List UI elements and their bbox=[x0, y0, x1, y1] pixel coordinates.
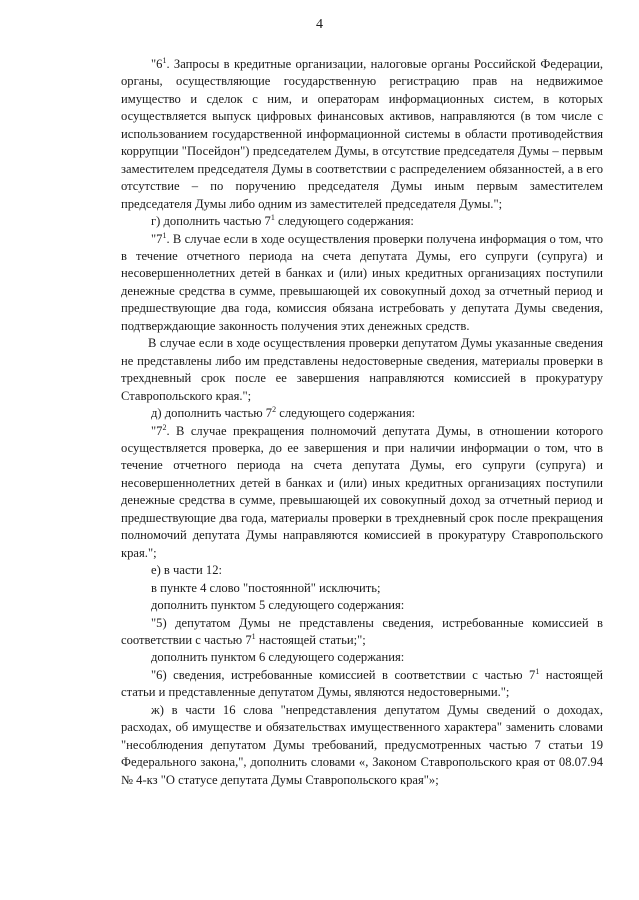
paragraph-add-point-5: дополнить пунктом 5 следующего содержания: bbox=[151, 598, 405, 613]
paragraph-add-point-6: дополнить пунктом 6 следующего содержания: bbox=[151, 650, 405, 665]
paragraph-point-5-text: "5) депутатом Думы не представлены сведения, истребованные комиссией в соответствии с частью $7^1$ настоящей статьи;"; bbox=[121, 615, 603, 647]
paragraph-item-e: е) в части 12: bbox=[151, 563, 223, 578]
paragraph-item-g: г) дополнить частью $7^1$ следующего содержания: bbox=[151, 213, 414, 229]
paragraph-article-7-1-part-2: В случае если в ходе осуществления проверки депутатом Думы указанные сведения не представлены либо им представлены недостоверные сведения, материалы проверки в трехдневный срок после ее завершения направляются комиссией в прокуратуру Ставропольского края."; bbox=[121, 336, 603, 403]
paragraph-item-d: д) дополнить частью $7^2$ следующего содержания: bbox=[151, 405, 416, 421]
paragraph-item-zh: ж) в части 16 слова "непредставления депутатом Думы сведений о доходах, расходах, об имуществе и обязательствах имущественного характера" заменить словами "несоблюдения депутатом Думы требований, предусмотренных частью 7 статьи 19 Федерального закона,", дополнить словами «, Законом Ставропольского края от 08.07.94 № 4-кз "О статусе депутата Думы Ставропольского края"»; bbox=[121, 702, 603, 787]
document-body bbox=[121, 56, 603, 789]
page-number: 4 bbox=[316, 17, 323, 32]
paragraph-point-6-text: "6) сведения, истребованные комиссией в соответствии с частью $7^1$ настоящей статьи и представленные депутатом Думы, являются недостоверными."; bbox=[121, 666, 603, 700]
paragraph-point-4: в пункте 4 слово "постоянной" исключить; bbox=[151, 580, 381, 595]
paragraph-article-7-1: "$7^1$. В случае если в ходе осуществления проверки получена информация о том, что в течение отчетного периода на счета депутата Думы, его супруги (супруга) и несовершеннолетних детей в банках и (или) иных кредитных организациях поступили денежные средства в сумме, превышающей их совокупный доход за отчетный период и предшествующие два года, комиссия обязана истребовать у депутата Думы сведения, подтверждающие законность получения этих денежных средств. bbox=[121, 230, 603, 333]
paragraph-query-article-6-1: "$6^1$. Запросы в кредитные организации, налоговые органы Российской Федерации, органы, осуществляющие государственную регистрацию прав на недвижимое имущество и сделок с ним, и операторам информационных систем, в которых осуществляется выпуск цифровых финансовых активов, направляются (в том числе с использованием государственной информационной системы в области противодействия коррупции "Посейдон") председателем Думы, в отсутствие председателя Думы – первым заместителем председателя Думы в соответствии с распределением обязанностей, а в его отсутствие – по поручению председателя Думы иным первым заместителем председателя Думы либо одним из заместителей председателя Думы."; bbox=[121, 56, 603, 211]
paragraph-article-7-2: "$7^2$. В случае прекращения полномочий депутата Думы, в отношении которого осуществляется проверка, до ее завершения и при наличии информации о том, что в течение отчетного периода на счета депутата Думы, его супруги (супруга) и несовершеннолетних детей в банках и (или) иных кредитных организациях поступили денежные средства в сумме, превышающей их совокупный доход за отчетный период и предшествующие два года, материалы проверки в трехдневный срок после прекращения полномочий депутата Думы направляются комиссией в прокуратуру Ставропольского края."; bbox=[121, 422, 603, 560]
